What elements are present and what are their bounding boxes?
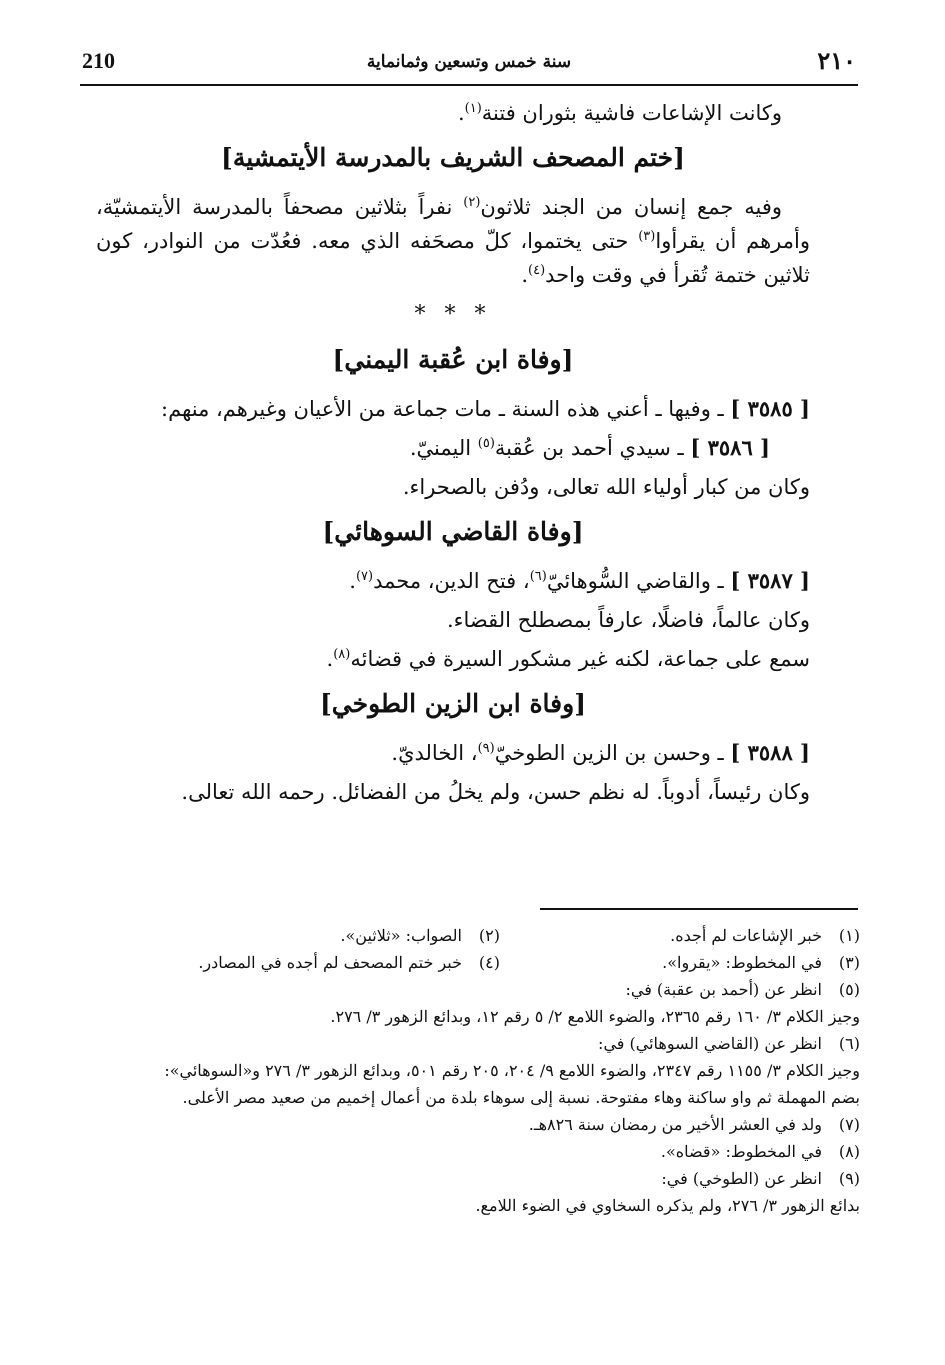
footnote-number: (١) <box>838 926 860 945</box>
footnote-number: (٥) <box>838 980 860 999</box>
footnote-number: (٢) <box>478 926 500 945</box>
paragraph-sami <box>96 642 810 676</box>
footnote-text: خبر ختم المصحف لم أجده في المصادر. <box>198 953 462 972</box>
section-heading-tukhi: [وفاة ابن الزين الطوخي] <box>319 689 587 718</box>
footnote-3 <box>500 949 860 976</box>
entry-3585 <box>96 392 810 426</box>
section-heading-suhai: [وفاة القاضي السوهائي] <box>322 517 584 546</box>
footnote-5-continuation: وجيز الكلام ٣/ ١٦٠ رقم ٢٣٦٥، والضوء اللامع ٢/ ٥ رقم ١٢، وبدائع الزهور ٣/ ٢٧٦. <box>330 1007 860 1026</box>
footnote-ref: (٢) <box>463 195 481 210</box>
entry-text: ـ وحسن بن الزين الطوخيّ <box>494 741 731 765</box>
paragraph-end: . <box>326 647 334 671</box>
entry-number: [ ٣٥٨٥ ] <box>730 396 810 421</box>
footnote-ref: (٨) <box>333 647 351 662</box>
entry-text: ـ وفيها ـ أعني هذه السنة ـ مات جماعة من الأعيان وغيرهم، منهم: <box>161 397 731 421</box>
footnote-7 <box>140 1111 860 1138</box>
footnote-number: (٨) <box>838 1142 860 1161</box>
footnote-ref: (١) <box>464 101 482 116</box>
main-text <box>96 96 810 814</box>
footnote-6 <box>140 1030 860 1057</box>
footnote-text: انظر عن (القاضي السوهائي) في: <box>598 1034 822 1053</box>
footnote-1 <box>500 922 860 949</box>
entry-text: ـ سيدي أحمد بن عُقبة <box>494 436 691 460</box>
footnote-9 <box>140 1165 860 1192</box>
paragraph-mushaf <box>96 190 810 292</box>
paragraph-rumors <box>96 96 810 130</box>
entry-number: [ ٣٥٨٨ ] <box>730 740 810 765</box>
footnote-ref: (٧) <box>355 569 374 584</box>
paragraph-end: . <box>521 263 528 287</box>
paragraph-alim: وكان عالماً، فاضلًا، عارفاً بمصطلح القضاء. <box>446 608 810 632</box>
entry-text-end: اليمنيّ. <box>409 436 478 460</box>
page-number-latin: 210 <box>82 48 115 73</box>
footnote-text: انظر عن (الطوخي) في: <box>661 1169 822 1188</box>
footnote-ref: (٩) <box>477 741 495 756</box>
footnote-text: خبر الإشاعات لم أجده. <box>670 926 822 945</box>
entry-3588 <box>96 736 810 770</box>
footnote-5 <box>140 976 860 1003</box>
paragraph-awliya: وكان من كبار أولياء الله تعالى، ودُفن بالصحراء. <box>402 475 810 499</box>
footnote-ref: (٥) <box>477 436 495 451</box>
footnotes <box>140 922 860 1219</box>
page-header <box>80 38 858 86</box>
footnote-ref: (٤) <box>528 263 546 278</box>
section-heading-mushaf: [ختم المصحف الشريف بالمدرسة الأيتمشية] <box>221 143 685 172</box>
footnote-2 <box>140 922 500 949</box>
footnote-ref: (٣) <box>638 229 656 244</box>
paragraph-text: حتى يختموا، كلّ مصحَفه الذي معه. فعُدّت من النوادر، كون ثلاثين ختمة تُقرأ في وقت واحد <box>96 229 810 287</box>
footnote-number: (٧) <box>838 1115 860 1134</box>
footnote-4 <box>140 949 500 976</box>
footnote-number: (٦) <box>838 1034 860 1053</box>
footnote-ref: (٦) <box>529 569 547 584</box>
footnote-number: (٣) <box>838 953 860 972</box>
footnote-6-continuation: وجيز الكلام ٣/ ١١٥٥ رقم ٢٣٤٧، والضوء اللامع ٩/ ٢٠٤، ٢٠٥ رقم ٥٠١، وبدائع الزهور ٣/ ٢٧٦ و«السوهائي»: بضم المهملة ثم واو ساكنة وهاء مفتوحة. نسبة إلى سوهاء بلدة من أعمال إخميم من صعيد مصر الأعلى. <box>164 1061 860 1107</box>
paragraph-text: سمع على جماعة، لكنه غير مشكور السيرة في قضائه <box>350 647 810 671</box>
footnote-row <box>140 922 860 949</box>
entry-text: ، فتح الدين، محمد <box>373 569 530 593</box>
footnote-number: (٩) <box>838 1169 860 1188</box>
footnote-9-continuation: بدائع الزهور ٣/ ٢٧٦، ولم يذكره السخاوي في الضوء اللامع. <box>475 1196 860 1215</box>
entry-3587 <box>96 564 810 598</box>
entry-3586 <box>96 431 810 465</box>
paragraph-text: وكانت الإشاعات فاشية بثوران فتنة <box>481 101 782 125</box>
footnote-text: في المخطوط: «قضاه». <box>660 1142 822 1161</box>
entry-text: ـ والقاضي السُّوهائيّ <box>546 569 731 593</box>
footnote-text: ولد في العشر الأخير من رمضان سنة ٨٢٦هـ. <box>528 1115 822 1134</box>
footnote-number: (٤) <box>478 953 500 972</box>
footnote-row <box>140 949 860 976</box>
page-number-arabic: ٢١٠ <box>817 46 856 75</box>
paragraph-text: وفيه جمع إنسان من الجند ثلاثون <box>480 195 782 219</box>
section-separator: * * * <box>414 302 492 327</box>
footnote-text: انظر عن (أحمد بن عقبة) في: <box>625 980 822 999</box>
footnote-text: الصواب: «ثلاثين». <box>340 926 462 945</box>
entry-number: [ ٣٥٨٦ ] <box>690 435 770 460</box>
entry-text-end: ، الخالديّ. <box>391 741 478 765</box>
footnote-8 <box>140 1138 860 1165</box>
running-title: سنة خمس وتسعين وثمانماية <box>366 52 572 72</box>
entry-text-end: . <box>349 569 356 593</box>
paragraph-raees: وكان رئيساً، أدوباً. له نظم حسن، ولم يخلُ من الفضائل. رحمه الله تعالى. <box>181 780 810 804</box>
paragraph-text: نفراً بثلاثين مصحفاً بالمدرسة الأيتمشيّة، وأمرهم أن يقرأوا <box>96 195 810 253</box>
paragraph-end: . <box>457 101 465 125</box>
footnote-text: في المخطوط: «يقروا». <box>662 953 822 972</box>
footnote-divider <box>540 908 858 910</box>
entry-number: [ ٣٥٨٧ ] <box>730 568 810 593</box>
section-heading-ibn-uqba: [وفاة ابن عُقبة اليمني] <box>332 345 574 374</box>
